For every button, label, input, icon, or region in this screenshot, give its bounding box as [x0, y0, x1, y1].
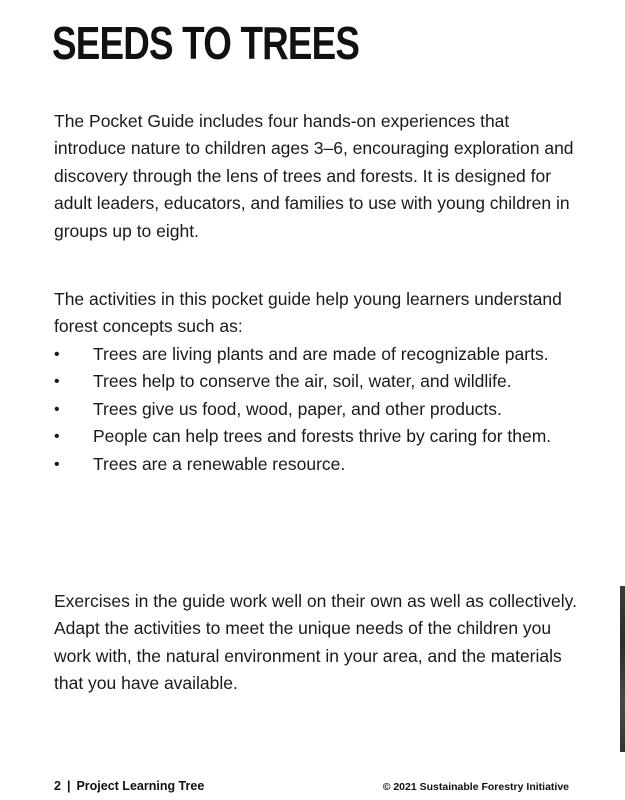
page-title: SEEDS TO TREES — [52, 17, 360, 69]
bullet-marker: • — [54, 428, 60, 446]
publication-name: Project Learning Tree — [76, 779, 205, 793]
list-item-text: People can help trees and forests thrive by caring for them. — [93, 426, 552, 447]
list-item-text: Trees give us food, wood, paper, and other products. — [93, 398, 502, 419]
bullet-marker: • — [54, 400, 60, 418]
list-item-text: Trees are living plants and are made of recognizable parts. — [93, 344, 549, 364]
copyright-notice: © 2021 Sustainable Forestry Initiative — [382, 781, 569, 793]
facing-page-photo-edge — [620, 586, 625, 752]
page-number: 2 — [54, 779, 61, 793]
list-item — [54, 341, 584, 368]
list-item — [54, 451, 584, 478]
intro-paragraph: The Pocket Guide includes four hands-on experiences that introduce nature to children ages 3–6, encouraging exploration and discovery through the lens of trees and forests. It is designed for adult leaders, educators, and families to use with young children in groups up to eight. — [54, 111, 574, 241]
page-footer-left — [54, 779, 204, 793]
bullet-marker: • — [54, 346, 60, 363]
list-item — [54, 423, 584, 450]
list-item — [54, 396, 584, 423]
bullet-marker: • — [54, 455, 60, 473]
activities-intro-paragraph: The activities in this pocket guide help young learners understand forest concepts such as: — [54, 289, 562, 337]
exercises-paragraph: Exercises in the guide work well on their own as well as collectively. Adapt the activities to meet the unique needs of the children you work with, the natural environment in your area, and the materials that you have available. — [54, 591, 577, 694]
footer-separator: | — [66, 779, 71, 793]
concept-list — [54, 341, 584, 478]
bullet-marker: • — [54, 373, 60, 391]
list-item-text: Trees help to conserve the air, soil, water, and wildlife. — [93, 371, 512, 392]
list-item-text: Trees are a renewable resource. — [93, 453, 346, 474]
list-item — [54, 368, 584, 395]
